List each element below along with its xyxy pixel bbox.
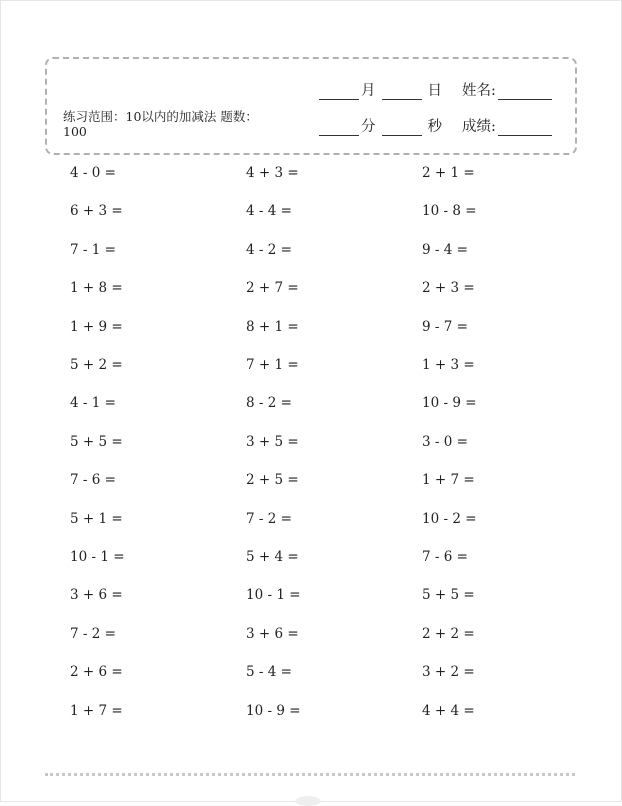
arithmetic-problem: 10 - 1 = (70, 549, 125, 565)
arithmetic-problem: 4 - 1 = (70, 395, 116, 412)
arithmetic-problem: 4 - 0 = (70, 165, 116, 181)
arithmetic-problem: 7 - 6 = (422, 549, 468, 565)
page-footer-mark (295, 796, 321, 806)
arithmetic-problem: 10 - 8 = (422, 203, 477, 220)
score-blank[interactable] (498, 134, 552, 136)
page-footer-divider (45, 773, 575, 776)
arithmetic-problem: 10 - 1 = (246, 587, 301, 604)
arithmetic-problem: 2 + 2 = (422, 625, 475, 642)
arithmetic-problem: 1 + 7 = (422, 472, 475, 489)
arithmetic-problem: 2 + 5 = (246, 472, 299, 489)
arithmetic-problem: 3 + 6 = (246, 625, 299, 642)
second-label: 秒 (427, 119, 442, 135)
arithmetic-problem: 5 - 4 = (246, 664, 292, 681)
month-label: 月 (361, 83, 376, 99)
arithmetic-problem: 8 - 2 = (246, 395, 292, 412)
arithmetic-problem: 2 + 1 = (422, 165, 475, 181)
arithmetic-problem: 2 + 3 = (422, 280, 475, 297)
minute-label: 分 (361, 119, 376, 135)
arithmetic-problem: 4 + 3 = (246, 165, 299, 181)
worksheet-header (45, 57, 577, 155)
score-field (462, 115, 554, 136)
arithmetic-problem: 5 + 2 = (70, 357, 123, 373)
day-label: 日 (427, 83, 442, 99)
arithmetic-problem: 9 - 4 = (422, 241, 468, 258)
arithmetic-problem: 7 - 2 = (70, 625, 116, 642)
minute-blank[interactable] (319, 134, 359, 136)
arithmetic-problem: 1 + 7 = (70, 702, 123, 719)
arithmetic-problem: 4 - 4 = (246, 203, 292, 220)
arithmetic-problem: 2 + 7 = (246, 280, 299, 297)
practice-scope: 练习范围：10以内的加减法 题数：100 (63, 109, 258, 139)
arithmetic-problem: 9 - 7 = (422, 318, 468, 335)
arithmetic-problem: 7 + 1 = (246, 357, 299, 373)
arithmetic-problem: 5 + 5 = (70, 433, 123, 450)
second-blank[interactable] (382, 134, 422, 136)
arithmetic-problem: 5 + 1 = (70, 510, 123, 527)
arithmetic-problem: 7 - 1 = (70, 241, 116, 258)
arithmetic-problem: 1 + 9 = (70, 318, 123, 335)
name-field (462, 79, 554, 100)
arithmetic-problem: 5 + 5 = (422, 587, 475, 604)
arithmetic-problem: 3 + 6 = (70, 587, 123, 604)
arithmetic-problem: 1 + 8 = (70, 280, 123, 297)
arithmetic-problem: 10 - 9 = (422, 395, 477, 412)
arithmetic-problem: 4 + 4 = (422, 702, 475, 719)
arithmetic-problem: 7 - 6 = (70, 472, 116, 489)
name-blank[interactable] (498, 98, 552, 100)
arithmetic-problem: 7 - 2 = (246, 510, 292, 527)
date-field (317, 79, 442, 100)
name-label: 姓名: (462, 83, 496, 99)
time-field (317, 115, 442, 136)
arithmetic-problem: 5 + 4 = (246, 549, 299, 565)
arithmetic-problem: 1 + 3 = (422, 357, 475, 373)
arithmetic-problem: 10 - 9 = (246, 702, 301, 719)
month-blank[interactable] (319, 98, 359, 100)
arithmetic-problem: 10 - 2 = (422, 510, 477, 527)
day-blank[interactable] (382, 98, 422, 100)
arithmetic-problem: 3 + 2 = (422, 664, 475, 681)
score-label: 成绩: (462, 119, 496, 135)
arithmetic-problem: 3 - 0 = (422, 433, 468, 450)
arithmetic-problem: 2 + 6 = (70, 664, 123, 681)
arithmetic-problem: 4 - 2 = (246, 241, 292, 258)
arithmetic-problem: 8 + 1 = (246, 318, 299, 335)
arithmetic-problem: 3 + 5 = (246, 433, 299, 450)
arithmetic-problem: 6 + 3 = (70, 203, 123, 220)
